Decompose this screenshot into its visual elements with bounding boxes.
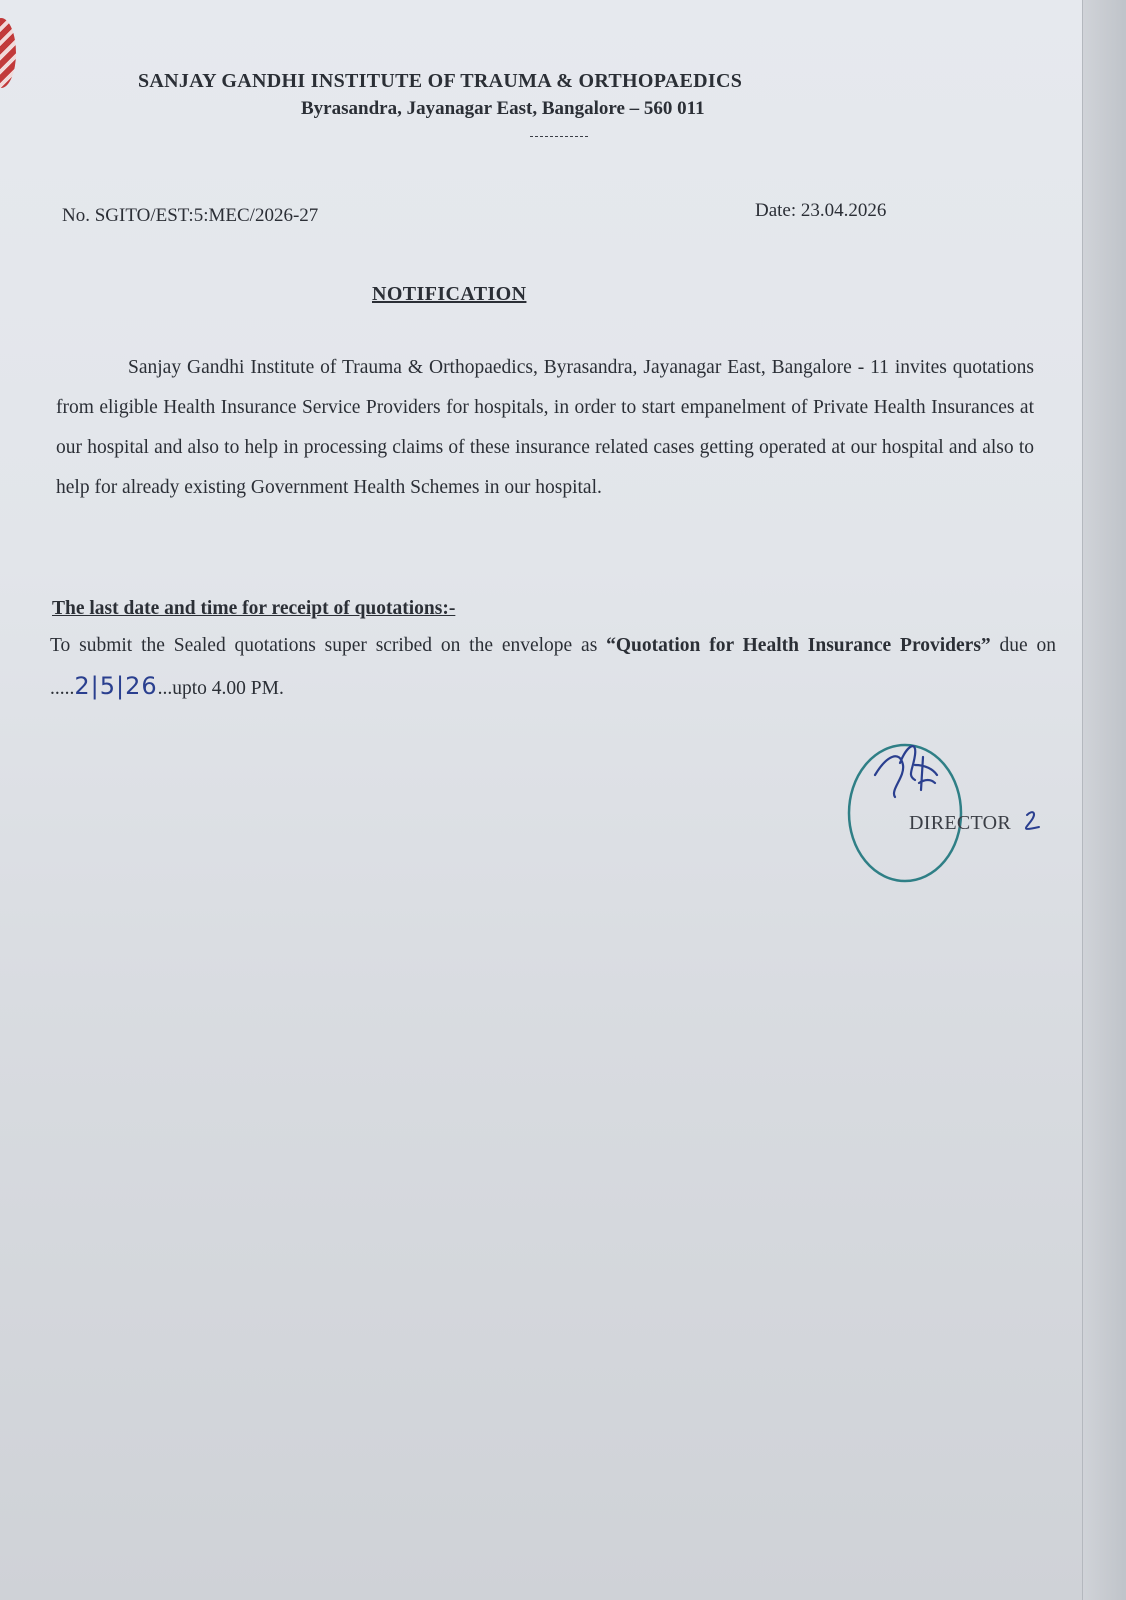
handwritten-due-date: 2|5|26 (74, 672, 158, 700)
due-prefix: due on ..... (50, 635, 1057, 699)
binding-thread (0, 18, 16, 88)
signature-block (845, 735, 1075, 910)
director-designation: DIRECTOR (909, 812, 1012, 834)
notification-body: Sanjay Gandhi Institute of Trauma & Orthopaedics, Byrasandra, Jayanagar East, Bangalore - 11 invites quotations from eligible Health Insurance Service Providers for hospitals, in order to start empanelment of Private Health Insurances at our hospital and also to help in processing claims of these insurance related cases getting operated at our hospital and also to help for already existing Government Health Schemes in our hospital. (56, 357, 1034, 498)
signature-flourish (1026, 812, 1039, 829)
notification-title: NOTIFICATION (372, 283, 527, 305)
envelope-superscription: “Quotation for Health Insurance Providers” (606, 635, 991, 656)
submission-instructions (50, 625, 1056, 709)
last-date-heading: The last date and time for receipt of quotations:- (52, 598, 456, 619)
institution-address: Byrasandra, Jayanagar East, Bangalore – 560 011 (301, 98, 705, 119)
page-edge-shadow (1082, 0, 1126, 1600)
header-divider (530, 136, 588, 137)
submission-text: To submit the Sealed quotations super scribed on the envelope as (50, 635, 607, 656)
due-suffix: ...upto 4.00 PM. (157, 678, 284, 699)
notice-date: Date: 23.04.2026 (755, 200, 887, 221)
reference-number: No. SGITO/EST:5:MEC/2026-27 (62, 205, 319, 226)
signature-strokes (875, 746, 937, 797)
institution-name: SANJAY GANDHI INSTITUTE OF TRAUMA & ORTHOPAEDICS (138, 70, 743, 92)
